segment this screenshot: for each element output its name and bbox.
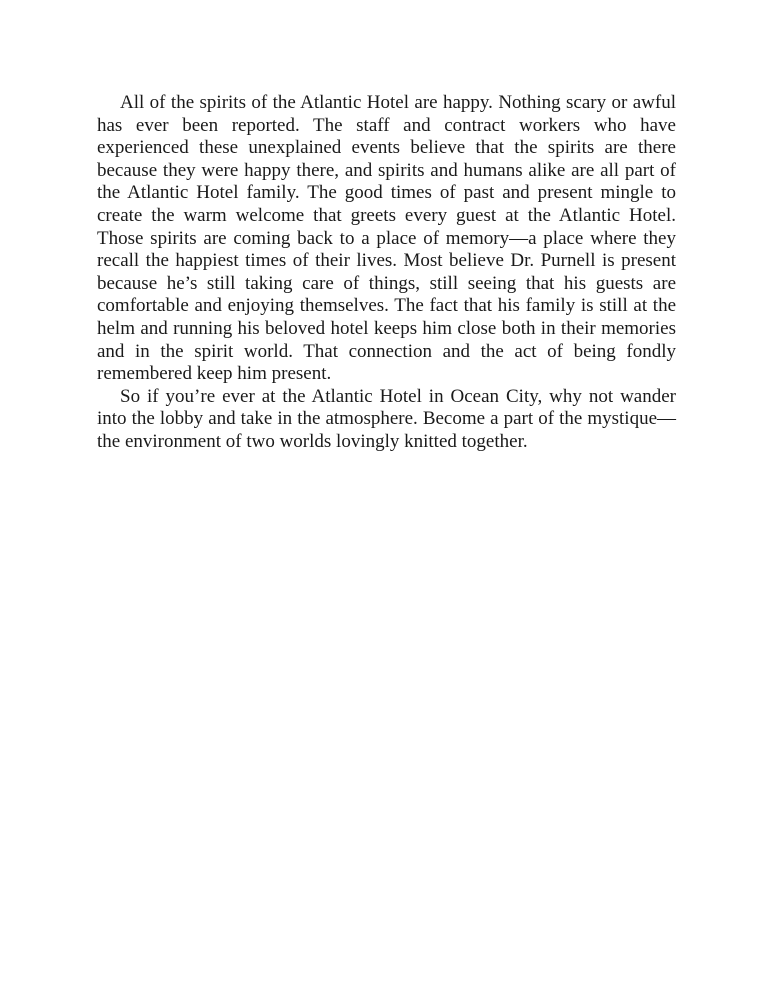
paragraph-1: All of the spirits of the Atlantic Hotel are happy. Nothing scary or awful has ever been reported. The staff and contract workers who have experienced these unexplained events believe that the spirits are there because they were happy there, and spirits and humans alike are all part of the Atlantic Hotel family. The good times of past and present mingle to create the warm welcome that greets every guest at the Atlantic Hotel. Those spirits are coming back to a place of memory—a place where they recall the happiest times of their lives. Most believe Dr. Purnell is present because he’s still taking care of things, still seeing that his guests are comfortable and enjoying themselves. The fact that his family is still at the helm and running his beloved hotel keeps him close both in their memories and in the spirit world. That connection and the act of being fondly remembered keep him present. [97, 92, 676, 385]
paragraph-2: So if you’re ever at the Atlantic Hotel in Ocean City, why not wander into the lobby and take in the atmosphere. Become a part of the mystique—the environment of two worlds lovingly knitted together. [97, 385, 676, 452]
body-text [97, 92, 676, 454]
